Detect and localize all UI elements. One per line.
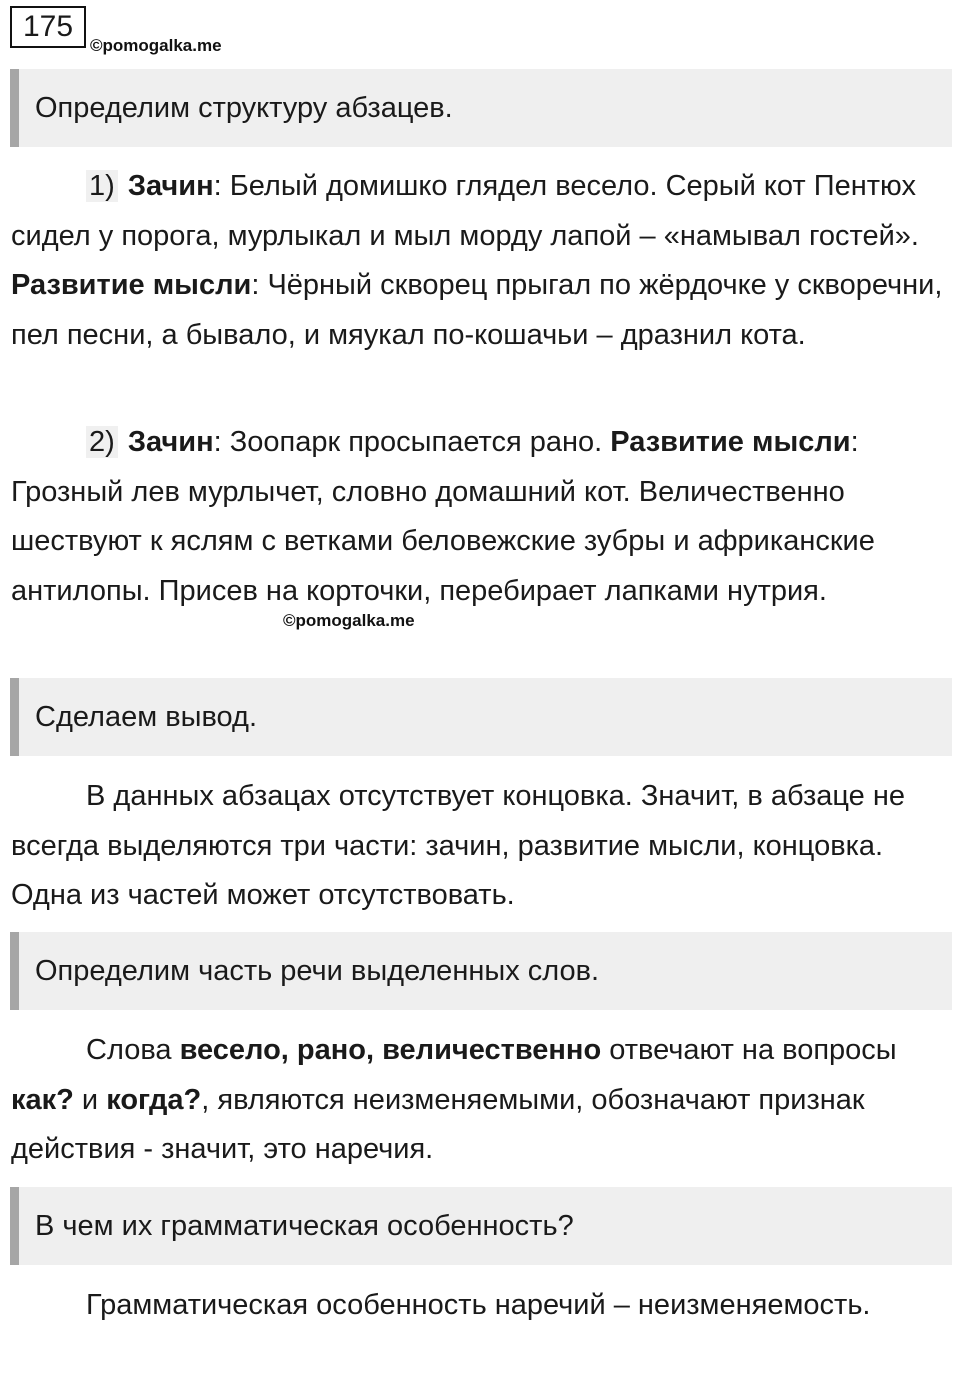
text-development: : Грозный лев мурлычет, словно домашний кот. Величественно шествуют к яслям с ветками беловежские зубры и африканские антилопы. Присев на корточки, перебирает лапками нутрия.: [11, 426, 875, 607]
paragraph-structure-1: [11, 162, 951, 360]
text-start: : Белый домишко глядел весело. Серый кот Пентюх сидел у порога, мурлыкал и мыл морду лапой – «намывал гостей».: [11, 170, 919, 252]
label-start: Зачин: [127, 426, 214, 458]
section-header-part-of-speech: Определим часть речи выделенных слов.: [10, 932, 952, 1010]
watermark: ©pomogalka.me: [283, 611, 415, 630]
text-start: : Зоопарк просыпается рано.: [213, 426, 611, 458]
text: , являются неизменяемыми, обозначают признак действия - значит, это наречия.: [11, 1083, 865, 1165]
text: Слова: [86, 1034, 180, 1066]
paragraph-conclusion: В данных абзацах отсутствует концовка. Значит, в абзаце не всегда выделяются три части: зачин, развитие мысли, концовка. Одна из частей может отсутствовать.: [11, 780, 905, 911]
paragraph-grammar-feature: Грамматическая особенность наречий – неизменяемость.: [86, 1289, 871, 1321]
section-header-structure: Определим структуру абзацев.: [10, 69, 952, 147]
paragraph-part-of-speech: [11, 1026, 951, 1175]
item-number: 2): [86, 426, 118, 458]
item-number: 1): [86, 170, 118, 202]
bold-question-when: когда?: [106, 1083, 202, 1116]
paragraph-structure-2: [11, 418, 951, 616]
label-development: Развитие мысли: [610, 426, 851, 458]
label-start: Зачин: [127, 170, 214, 202]
section-header-grammar: В чем их грамматическая особенность?: [10, 1187, 952, 1265]
bold-question-how: как?: [11, 1083, 74, 1116]
watermark: ©pomogalka.me: [90, 36, 222, 55]
text-development: : Чёрный скворец прыгал по жёрдочке у скворечни, пел песни, а бывало, и мяукал по-кошачьи – дразнил кота.: [11, 269, 943, 351]
label-development: Развитие мысли: [11, 269, 252, 301]
bold-words: весело, рано, величественно: [179, 1034, 602, 1066]
text: отвечают на вопросы: [601, 1034, 897, 1066]
text: и: [73, 1083, 107, 1116]
page-number: 175: [10, 6, 86, 48]
section-header-conclusion: Сделаем вывод.: [10, 678, 952, 756]
